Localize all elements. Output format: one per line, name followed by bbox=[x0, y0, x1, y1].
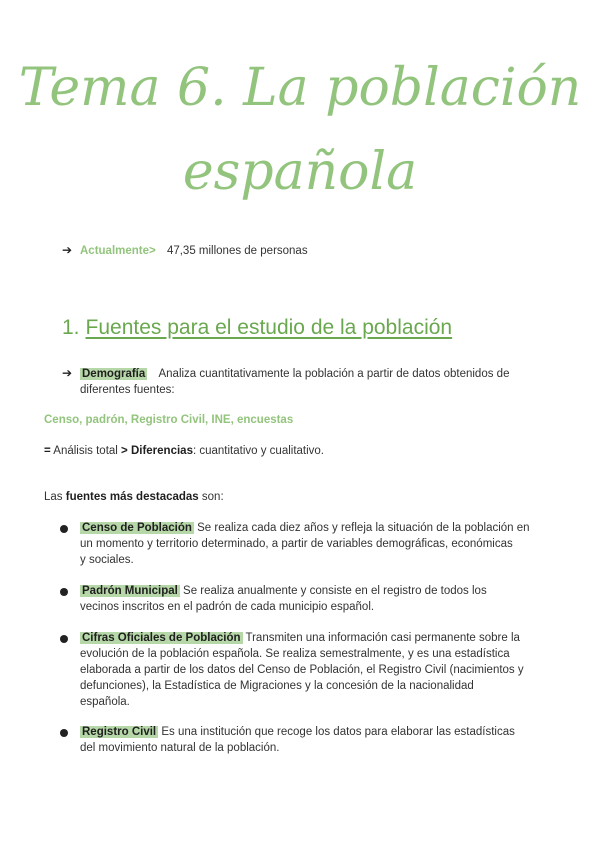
demography-label: Demografía bbox=[82, 368, 146, 380]
intro-bold: fuentes más destacadas bbox=[65, 491, 199, 503]
analysis-line bbox=[44, 443, 324, 459]
bullet-label: Registro Civil bbox=[82, 726, 157, 738]
equals-sign: = bbox=[44, 445, 51, 457]
bullet-dot-icon bbox=[60, 635, 68, 643]
differences-label: Diferencias bbox=[127, 445, 193, 457]
analysis-text: Análisis total bbox=[50, 445, 122, 457]
bullet-line: evolución de la población española. Se realiza semestralmente, y es una estadística bbox=[80, 648, 510, 660]
bullet-dot-icon bbox=[60, 729, 68, 737]
section-title: Fuentes para el estudio de la población bbox=[85, 316, 453, 339]
bullet-dot-icon bbox=[60, 588, 68, 596]
sources-list: Censo, padrón, Registro Civil, INE, encuestas bbox=[44, 414, 294, 426]
bullet-item-cifras bbox=[80, 630, 558, 710]
bullet-item-padron bbox=[80, 583, 558, 615]
current-label: Actualmente> bbox=[80, 245, 156, 257]
bullet-line: elaborada a partir de los datos del Censo de Población, el Registro Civil (nacimientos y bbox=[80, 664, 524, 676]
bullet-line: y sociales. bbox=[80, 554, 134, 566]
bullet-line: Se realiza anualmente y consiste en el registro de todos los bbox=[183, 585, 487, 597]
bullet-line: del movimiento natural de la población. bbox=[80, 742, 280, 754]
arrow-right-icon: ➔ bbox=[62, 366, 73, 380]
current-population bbox=[80, 243, 308, 259]
bullet-line: Se realiza cada diez años y refleja la situación de la población en bbox=[197, 522, 530, 534]
page-title-line-1: Tema 6. La población bbox=[18, 58, 582, 118]
bullet-dot-icon bbox=[60, 525, 68, 533]
demography-text-1: Analiza cuantitativamente la población a partir de datos obtenidos de bbox=[158, 368, 510, 380]
arrow-right-icon: ➔ bbox=[62, 243, 73, 257]
bullet-line: vecinos inscritos en el padrón de cada municipio español. bbox=[80, 601, 375, 613]
section-number: 1. bbox=[62, 316, 80, 339]
bullet-label: Cifras Oficiales de Población bbox=[82, 632, 241, 644]
intro-pre: Las bbox=[44, 491, 66, 503]
greater-than-sign: > bbox=[121, 445, 128, 457]
bullet-item-censo bbox=[80, 520, 558, 568]
bullet-line: Es una institución que recoge los datos para elaborar las estadísticas bbox=[161, 726, 515, 738]
demography-text-2: diferentes fuentes: bbox=[80, 384, 175, 396]
bullet-label: Padrón Municipal bbox=[82, 585, 178, 597]
bullet-line: defunciones), la Estadística de Migraciones y la concesión de la nacionalidad bbox=[80, 680, 474, 692]
demography-line-1 bbox=[80, 366, 509, 382]
section-heading bbox=[62, 316, 452, 340]
intro-post: son: bbox=[198, 491, 224, 503]
differences-text: : cuantitativo y cualitativo. bbox=[192, 445, 325, 457]
bullet-label: Censo de Población bbox=[82, 522, 192, 534]
current-value: 47,35 millones de personas bbox=[166, 245, 308, 257]
sources-intro bbox=[44, 489, 224, 505]
bullet-line: Transmiten una información casi permanente sobre la bbox=[245, 632, 520, 644]
bullet-line: un momento y territorio determinado, a partir de variables demográficas, económicas bbox=[80, 538, 513, 550]
bullet-item-registro bbox=[80, 724, 558, 756]
bullet-line: española. bbox=[80, 696, 130, 708]
page-title-line-2: española bbox=[182, 142, 418, 202]
